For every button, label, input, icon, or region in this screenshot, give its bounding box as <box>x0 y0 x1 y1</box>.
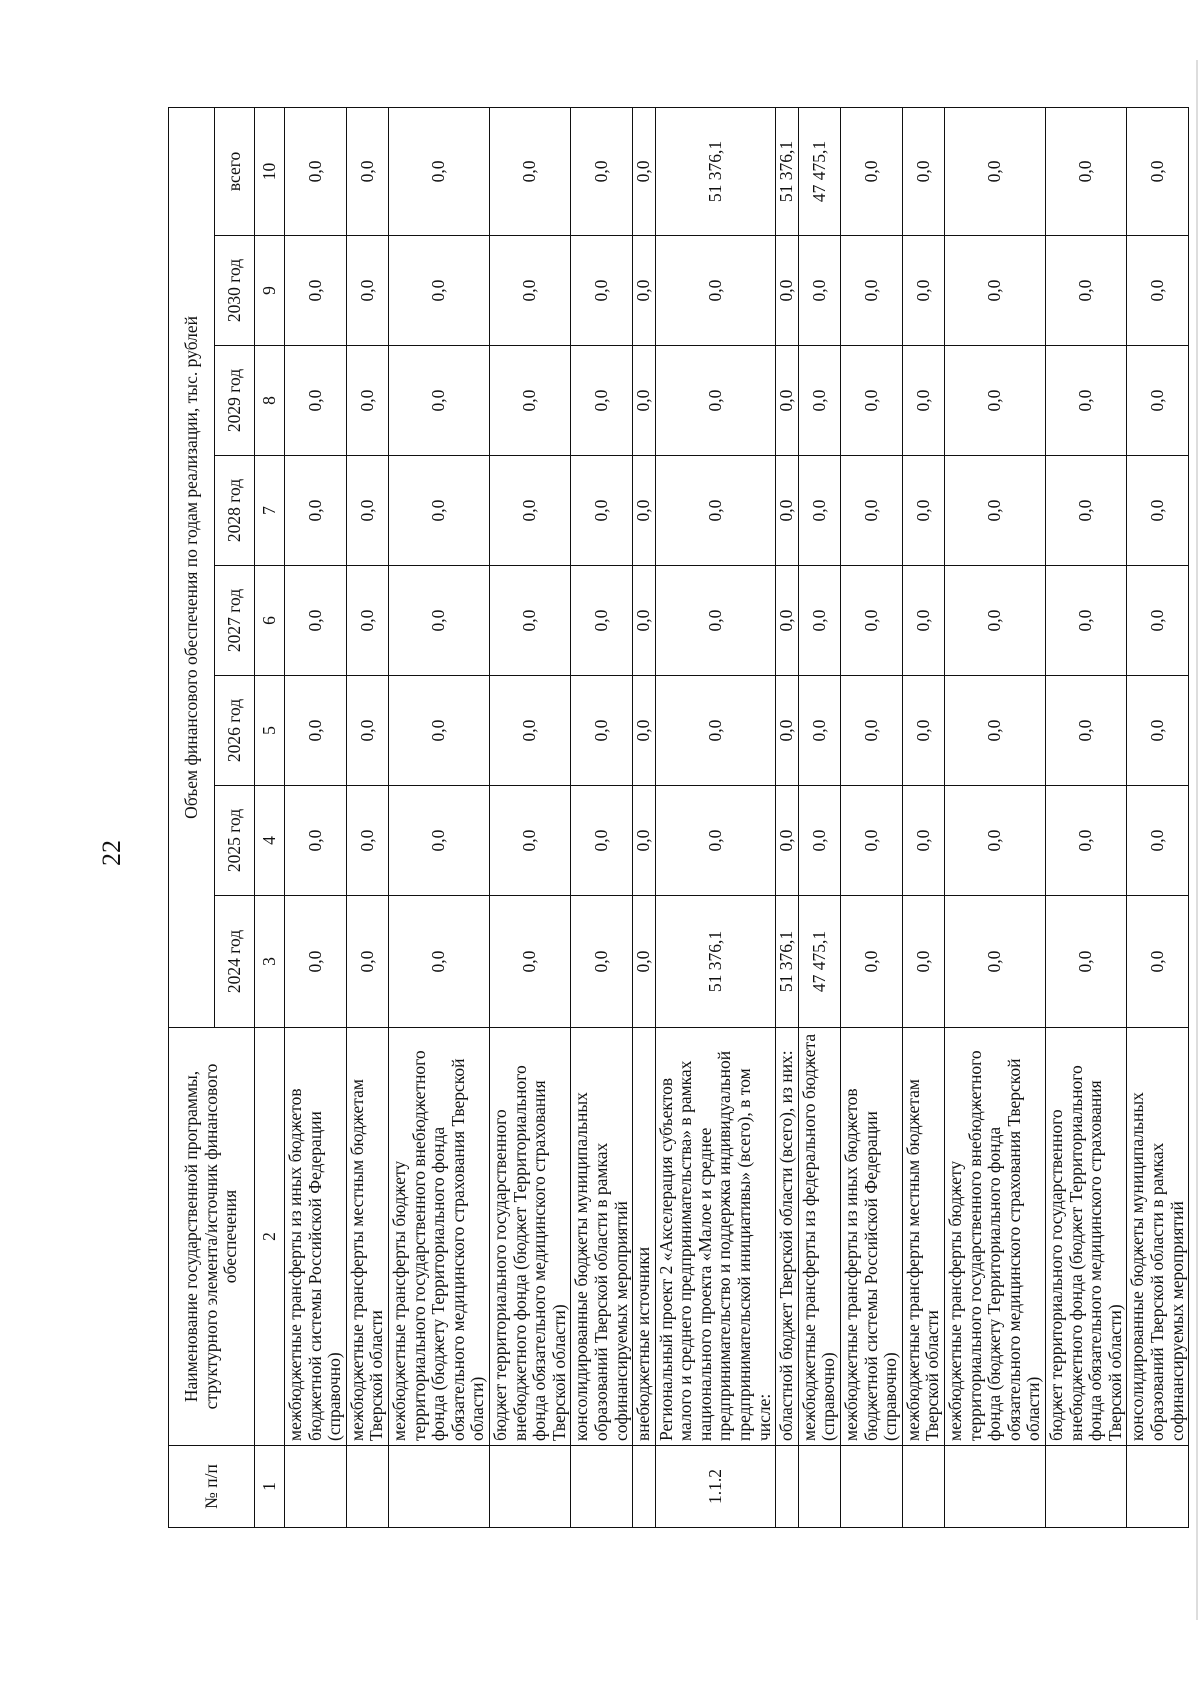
row-index <box>489 1446 570 1528</box>
header-year: 2026 год <box>215 676 255 786</box>
row-year-value: 0,0 <box>841 346 903 456</box>
row-total-value: 0,0 <box>1127 107 1189 235</box>
row-year-value: 0,0 <box>1127 456 1189 566</box>
row-year-value: 0,0 <box>285 786 347 896</box>
row-year-value: 0,0 <box>841 676 903 786</box>
row-name: межбюджетные трансферты из федерального бюджета (справочно) <box>798 1028 840 1446</box>
header-num: № п/п <box>169 1446 255 1528</box>
row-year-value: 0,0 <box>285 456 347 566</box>
row-year-value: 0,0 <box>902 236 944 346</box>
column-number: 2 <box>255 1028 285 1446</box>
row-year-value: 0,0 <box>945 566 1046 676</box>
column-number: 1 <box>255 1446 285 1528</box>
row-year-value: 0,0 <box>571 236 633 346</box>
row-year-value: 51 376,1 <box>776 896 799 1028</box>
row-year-value: 0,0 <box>489 786 570 896</box>
row-year-value: 0,0 <box>798 566 840 676</box>
row-year-value: 0,0 <box>285 236 347 346</box>
row-index <box>346 1446 388 1528</box>
header-year: 2024 год <box>215 896 255 1028</box>
row-year-value: 0,0 <box>489 236 570 346</box>
row-year-value: 0,0 <box>388 896 489 1028</box>
row-year-value: 0,0 <box>346 896 388 1028</box>
row-year-value: 0,0 <box>655 346 776 456</box>
row-year-value: 0,0 <box>902 676 944 786</box>
row-index <box>841 1446 903 1528</box>
row-year-value: 0,0 <box>655 236 776 346</box>
row-index <box>1045 1446 1126 1528</box>
row-year-value: 0,0 <box>633 456 656 566</box>
row-year-value: 51 376,1 <box>655 896 776 1028</box>
row-name: Региональный проект 2 «Акселерация субъектов малого и среднего предпринимательства» в рамках национального проекта «Малое и среднее предпринимательство и поддержка индивидуальной предпринимательской инициативы» (всего), в том числе: <box>655 1028 776 1446</box>
header-name-line2: структурного элемента/источник финансового обеспечения <box>200 1063 241 1410</box>
row-year-value: 0,0 <box>388 236 489 346</box>
row-year-value: 0,0 <box>346 786 388 896</box>
table-row <box>1045 107 1126 1527</box>
row-total-value: 0,0 <box>841 107 903 235</box>
row-total-value: 0,0 <box>489 107 570 235</box>
header-name-line1: Наименование государственной программы, <box>181 1070 202 1403</box>
row-year-value: 0,0 <box>633 236 656 346</box>
row-year-value: 0,0 <box>1127 676 1189 786</box>
row-year-value: 0,0 <box>945 786 1046 896</box>
row-year-value: 0,0 <box>945 456 1046 566</box>
header-total: всего <box>215 107 255 235</box>
row-year-value: 0,0 <box>798 676 840 786</box>
row-year-value: 0,0 <box>285 896 347 1028</box>
row-year-value: 0,0 <box>776 346 799 456</box>
row-total-value: 47 475,1 <box>798 107 840 235</box>
row-name: бюджет территориального государственного внебюджетного фонда (бюджет Территориального фонда обязательного медицинского страхования Тверской области) <box>489 1028 570 1446</box>
row-name: консолидированные бюджеты муниципальных образований Тверской области в рамках софинансируемых мероприятий <box>571 1028 633 1446</box>
row-total-value: 0,0 <box>902 107 944 235</box>
table-row <box>776 107 799 1527</box>
row-year-value: 0,0 <box>285 346 347 456</box>
row-name: межбюджетные трансферты местным бюджетам Тверской области <box>902 1028 944 1446</box>
row-year-value: 0,0 <box>1045 236 1126 346</box>
column-number: 10 <box>255 107 285 235</box>
row-year-value: 0,0 <box>902 896 944 1028</box>
row-year-value: 0,0 <box>902 346 944 456</box>
row-index <box>285 1446 347 1528</box>
row-year-value: 0,0 <box>776 236 799 346</box>
row-year-value: 0,0 <box>1127 896 1189 1028</box>
row-year-value: 0,0 <box>633 676 656 786</box>
row-total-value: 51 376,1 <box>776 107 799 235</box>
row-year-value: 0,0 <box>776 456 799 566</box>
row-year-value: 0,0 <box>776 566 799 676</box>
row-name: бюджет территориального государственного внебюджетного фонда (бюджет Территориального фонда обязательного медицинского страхования Тверской области) <box>1045 1028 1126 1446</box>
page-number: 22 <box>97 840 126 866</box>
column-number: 3 <box>255 896 285 1028</box>
row-name: консолидированные бюджеты муниципальных образований Тверской области в рамках софинансируемых мероприятий <box>1127 1028 1189 1446</box>
header-name <box>169 1028 255 1446</box>
row-year-value: 0,0 <box>1127 236 1189 346</box>
row-year-value: 0,0 <box>1045 676 1126 786</box>
row-year-value: 0,0 <box>285 676 347 786</box>
row-year-value: 0,0 <box>1045 456 1126 566</box>
row-year-value: 0,0 <box>388 676 489 786</box>
row-year-value: 0,0 <box>945 236 1046 346</box>
header-year: 2030 год <box>215 236 255 346</box>
column-number: 6 <box>255 566 285 676</box>
row-index <box>902 1446 944 1528</box>
row-year-value: 0,0 <box>388 456 489 566</box>
row-total-value: 0,0 <box>633 107 656 235</box>
row-year-value: 0,0 <box>945 896 1046 1028</box>
row-year-value: 0,0 <box>1045 896 1126 1028</box>
row-year-value: 0,0 <box>798 456 840 566</box>
rotated-table-container <box>168 108 1187 1528</box>
row-year-value: 0,0 <box>346 236 388 346</box>
header-year: 2027 год <box>215 566 255 676</box>
row-total-value: 0,0 <box>1045 107 1126 235</box>
row-name: межбюджетные трансферты местным бюджетам Тверской области <box>346 1028 388 1446</box>
row-year-value: 0,0 <box>489 566 570 676</box>
row-year-value: 0,0 <box>1045 346 1126 456</box>
row-year-value: 0,0 <box>346 456 388 566</box>
row-year-value: 0,0 <box>776 676 799 786</box>
table-body <box>285 107 1189 1527</box>
header-year: 2028 год <box>215 456 255 566</box>
row-year-value: 0,0 <box>902 456 944 566</box>
row-year-value: 0,0 <box>841 456 903 566</box>
row-year-value: 0,0 <box>571 566 633 676</box>
table-row <box>902 107 944 1527</box>
row-total-value: 0,0 <box>945 107 1046 235</box>
row-year-value: 0,0 <box>798 786 840 896</box>
row-year-value: 0,0 <box>388 346 489 456</box>
row-total-value: 51 376,1 <box>655 107 776 235</box>
row-total-value: 0,0 <box>346 107 388 235</box>
row-name: межбюджетные трансферты бюджету территориального государственного внебюджетного фонда (бюджету Территориального фонда обязательного медицинского страхования Тверской области) <box>388 1028 489 1446</box>
financing-table <box>168 107 1189 1528</box>
row-year-value: 0,0 <box>945 346 1046 456</box>
row-name: межбюджетные трансферты из иных бюджетов бюджетной системы Российской Федерации (справочно) <box>285 1028 347 1446</box>
row-year-value: 0,0 <box>346 566 388 676</box>
row-year-value: 0,0 <box>571 676 633 786</box>
row-year-value: 0,0 <box>1127 786 1189 896</box>
row-year-value: 0,0 <box>655 786 776 896</box>
row-total-value: 0,0 <box>388 107 489 235</box>
row-year-value: 0,0 <box>571 786 633 896</box>
row-year-value: 0,0 <box>776 786 799 896</box>
row-year-value: 0,0 <box>489 456 570 566</box>
row-name: межбюджетные трансферты из иных бюджетов бюджетной системы Российской Федерации (справочно) <box>841 1028 903 1446</box>
column-number: 7 <box>255 456 285 566</box>
table-row <box>489 107 570 1527</box>
row-year-value: 0,0 <box>633 566 656 676</box>
row-index <box>633 1446 656 1528</box>
row-index <box>571 1446 633 1528</box>
row-year-value: 47 475,1 <box>798 896 840 1028</box>
row-name: межбюджетные трансферты бюджету территориального государственного внебюджетного фонда (бюджету Территориального фонда обязательного медицинского страхования Тверской области) <box>945 1028 1046 1446</box>
table-row <box>571 107 633 1527</box>
row-index <box>388 1446 489 1528</box>
column-number: 8 <box>255 346 285 456</box>
row-year-value: 0,0 <box>798 346 840 456</box>
row-year-value: 0,0 <box>489 896 570 1028</box>
row-year-value: 0,0 <box>902 566 944 676</box>
header-year: 2029 год <box>215 346 255 456</box>
row-year-value: 0,0 <box>945 676 1046 786</box>
row-year-value: 0,0 <box>633 896 656 1028</box>
row-year-value: 0,0 <box>902 786 944 896</box>
row-year-value: 0,0 <box>841 236 903 346</box>
column-number: 4 <box>255 786 285 896</box>
header-year: 2025 год <box>215 786 255 896</box>
row-index <box>798 1446 840 1528</box>
table-row <box>388 107 489 1527</box>
row-year-value: 0,0 <box>285 566 347 676</box>
table-row <box>633 107 656 1527</box>
row-year-value: 0,0 <box>633 786 656 896</box>
row-year-value: 0,0 <box>571 346 633 456</box>
row-year-value: 0,0 <box>388 566 489 676</box>
row-total-value: 0,0 <box>285 107 347 235</box>
row-index: 1.1.2 <box>655 1446 776 1528</box>
row-year-value: 0,0 <box>841 786 903 896</box>
row-index <box>1127 1446 1189 1528</box>
row-index <box>945 1446 1046 1528</box>
table-row <box>945 107 1046 1527</box>
row-year-value: 0,0 <box>1045 566 1126 676</box>
table-row <box>841 107 903 1527</box>
row-year-value: 0,0 <box>798 236 840 346</box>
row-year-value: 0,0 <box>655 456 776 566</box>
row-year-value: 0,0 <box>571 456 633 566</box>
header-volume-title: Объем финансового обеспечения по годам реализации, тыс. рублей <box>169 107 215 1027</box>
table-row <box>798 107 840 1527</box>
row-year-value: 0,0 <box>489 346 570 456</box>
row-year-value: 0,0 <box>1127 346 1189 456</box>
row-name: областной бюджет Тверской области (всего), из них: <box>776 1028 799 1446</box>
scan-edge-mark <box>1196 60 1198 1620</box>
column-number: 5 <box>255 676 285 786</box>
row-year-value: 0,0 <box>388 786 489 896</box>
row-year-value: 0,0 <box>571 896 633 1028</box>
row-name: внебюджетные источники <box>633 1028 656 1446</box>
row-year-value: 0,0 <box>1127 566 1189 676</box>
table-row <box>285 107 347 1527</box>
row-total-value: 0,0 <box>571 107 633 235</box>
column-number: 9 <box>255 236 285 346</box>
row-year-value: 0,0 <box>346 346 388 456</box>
row-year-value: 0,0 <box>346 676 388 786</box>
row-year-value: 0,0 <box>655 676 776 786</box>
table-row <box>655 107 776 1527</box>
row-year-value: 0,0 <box>841 896 903 1028</box>
row-year-value: 0,0 <box>655 566 776 676</box>
table-row <box>1127 107 1189 1527</box>
row-year-value: 0,0 <box>841 566 903 676</box>
row-index <box>776 1446 799 1528</box>
row-year-value: 0,0 <box>1045 786 1126 896</box>
row-year-value: 0,0 <box>633 346 656 456</box>
table-row <box>346 107 388 1527</box>
row-year-value: 0,0 <box>489 676 570 786</box>
